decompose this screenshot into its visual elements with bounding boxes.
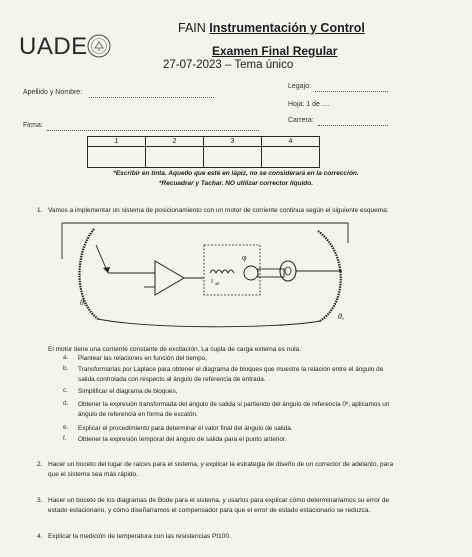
legajo-label: Legajo: bbox=[288, 83, 311, 90]
q1-item-c-text: Simplificar el diagrama de bloques, bbox=[78, 388, 178, 395]
field-sub-label: aE bbox=[215, 281, 220, 286]
course-heading bbox=[178, 21, 365, 35]
load-inertia bbox=[280, 261, 296, 281]
q1-item-e-text: Explicar el procedimiento para determinar el valor final del ángulo de salida. bbox=[78, 425, 293, 432]
q1-item-a-text: Plantear las relaciones en función del tiempo, bbox=[78, 355, 207, 362]
q2-line1: Hacer un boceto del lugar de raíces para el sistema, y explicar la estrategia de diseño de un corrector de adelanto, para bbox=[48, 461, 394, 468]
q1-text: Vamos a implementar un sistema de posicionamiento con un motor de corriente continua según el siguiente esquema: bbox=[48, 207, 389, 214]
grade-header-3: 3 bbox=[204, 137, 262, 147]
field-winding bbox=[210, 270, 234, 273]
q1-item-d-text2: ángulo de referencia en forma de escalón. bbox=[78, 411, 198, 418]
q4-number: 4. bbox=[37, 533, 43, 540]
legajo-field[interactable] bbox=[315, 90, 388, 92]
phi-label: φ bbox=[242, 253, 247, 262]
grade-cell-2[interactable] bbox=[146, 147, 204, 168]
q1-item-b-text2: salida controlada con respecto al ángulo de referencia de entrada. bbox=[78, 376, 266, 383]
theta-out-label: θₒ bbox=[338, 312, 345, 321]
diagram-wire-frame bbox=[62, 223, 348, 243]
q1-item-f-text: Obtener la expresión temporal del ángulo de salida para el punto anterior. bbox=[78, 436, 287, 443]
exam-date-line: 27-07-2023 – Tema único bbox=[163, 59, 294, 71]
q1-item-b-text: Transformarlas por Laplace para obtener el diagrama de bloques que muestre la relación entre el ángulo de bbox=[78, 366, 384, 373]
q1-item-d-marker: d. bbox=[63, 400, 69, 407]
q1-item-b-marker: b. bbox=[63, 365, 69, 372]
institution-logo-text: UADE bbox=[19, 33, 88, 60]
load-inertia-inner bbox=[285, 267, 291, 275]
output-potentiometer-arc bbox=[318, 231, 341, 321]
positioning-system-diagram bbox=[56, 215, 356, 337]
rotor bbox=[244, 266, 258, 280]
q1-item-c-marker: c. bbox=[63, 387, 68, 394]
course-name: Instrumentación y Control bbox=[209, 21, 365, 35]
q1-item-e-marker: e. bbox=[63, 424, 69, 431]
q3-line2: estado estacionario, y cómo diseñaríamos el compensador para que el error de estado estacionario se reduzca. bbox=[48, 507, 371, 514]
grade-header-4: 4 bbox=[262, 137, 320, 147]
q3-number: 3. bbox=[37, 497, 43, 504]
firma-field[interactable] bbox=[47, 129, 259, 131]
q1-intro: El motor tiene una corriente constante de excitación. La cupla de carga externa es nula. bbox=[48, 346, 301, 353]
exam-title: Examen Final Regular bbox=[212, 44, 338, 58]
grade-cell-4[interactable] bbox=[262, 147, 320, 168]
carrera-field[interactable] bbox=[318, 124, 388, 126]
amplifier-triangle bbox=[155, 261, 184, 295]
ink-note: *Escribir en tinta. Aquello que esté en lápiz, no se considerará en la corrección. bbox=[113, 170, 359, 177]
q1-item-d-text: Obtener la expresión transformada del ángulo de salida si partiendo del ángulo de referencia 0º, aplicamos un bbox=[78, 401, 390, 408]
field-label: I bbox=[211, 279, 213, 285]
corrector-note: *Recuadrar y Tachar. NO utilizar corrector líquido. bbox=[159, 180, 313, 187]
grade-header-1: 1 bbox=[88, 137, 146, 147]
q1-number: 1. bbox=[37, 207, 43, 214]
grade-header-2: 2 bbox=[146, 137, 204, 147]
q2-line2: que el sistema sea más rápido. bbox=[48, 471, 138, 478]
grades-table bbox=[87, 136, 320, 168]
theta-in-label: θᵢ bbox=[80, 298, 86, 307]
q3-line1: Hacer un boceto de los diagramas de Bode para el sistema, y usarlos para explicar cómo determinaríamos su error de bbox=[48, 497, 390, 504]
surname-name-field[interactable] bbox=[89, 96, 214, 98]
q2-number: 2. bbox=[37, 461, 43, 468]
q1-item-a-marker: a. bbox=[63, 354, 69, 361]
university-seal-icon bbox=[87, 34, 111, 58]
diagram-bottom-wire bbox=[98, 319, 320, 327]
grade-cell-1[interactable] bbox=[88, 147, 146, 168]
q4-line1: Explicar la medición de temperatura con las resistencias Pt100. bbox=[48, 533, 231, 540]
carrera-label: Carrera: bbox=[288, 117, 314, 124]
sheet-label: Hoja: 1 de .... bbox=[288, 101, 330, 108]
input-wiper-arrowhead bbox=[103, 267, 110, 273]
firma-label: Firma: bbox=[23, 122, 43, 129]
grade-cell-3[interactable] bbox=[204, 147, 262, 168]
surname-name-label: Apellido y Nombre: bbox=[23, 89, 83, 96]
q1-item-f-marker: f. bbox=[63, 435, 67, 442]
course-prefix: FAIN bbox=[178, 21, 206, 35]
